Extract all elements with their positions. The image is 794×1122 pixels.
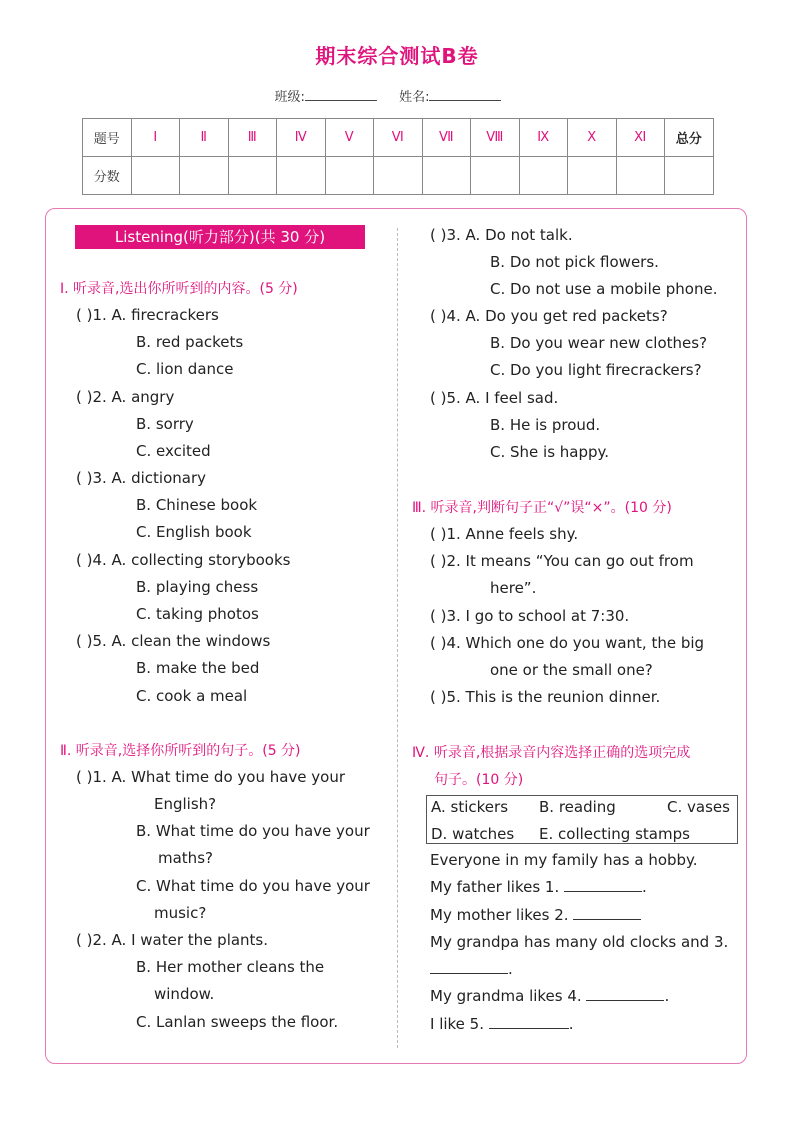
question-line: C. Lanlan sweeps the floor. bbox=[136, 1013, 339, 1031]
score-cell[interactable] bbox=[325, 157, 374, 195]
question-line: ( )1. Anne feels shy. bbox=[430, 525, 579, 543]
fill-in-line: My mother likes 2. bbox=[430, 906, 641, 924]
question-number-cell: Ⅲ bbox=[228, 119, 277, 157]
question-line: C. excited bbox=[136, 442, 211, 460]
question-line: B. Do not pick flowers. bbox=[490, 253, 659, 271]
score-cell[interactable] bbox=[616, 157, 665, 195]
student-info bbox=[0, 86, 794, 105]
question-line: ( )4. A. collecting storybooks bbox=[76, 551, 291, 569]
question-line: ( )3. A. Do not talk. bbox=[430, 226, 573, 244]
score-table-header-row bbox=[83, 119, 714, 157]
question-line: C. What time do you have your bbox=[136, 877, 370, 895]
question-line: C. Do not use a mobile phone. bbox=[490, 280, 718, 298]
question-number-cell: Ⅶ bbox=[422, 119, 471, 157]
question-line: one or the small one? bbox=[490, 661, 653, 679]
question-line: ( )4. A. Do you get red packets? bbox=[430, 307, 668, 325]
question-line: B. playing chess bbox=[136, 578, 259, 596]
answer-blank[interactable] bbox=[573, 906, 641, 920]
question-number-cell: Ⅹ bbox=[568, 119, 617, 157]
question-line: B. Do you wear new clothes? bbox=[490, 334, 708, 352]
section-heading: Ⅲ. 听录音,判断句子正“√”误“×”。(10 分) bbox=[412, 500, 672, 516]
option-b: B. reading bbox=[539, 798, 616, 816]
fill-in-line: My grandpa has many old clocks and 3. bbox=[430, 933, 729, 951]
section-heading: Ⅰ. 听录音,选出你所听到的内容。(5 分) bbox=[60, 281, 298, 297]
question-number-cell: Ⅷ bbox=[471, 119, 520, 157]
option-c: C. vases bbox=[667, 798, 730, 816]
question-line: B. sorry bbox=[136, 415, 194, 433]
name-field[interactable] bbox=[429, 88, 501, 101]
listening-banner: Listening(听力部分)(共 30 分) bbox=[75, 225, 365, 249]
question-line: B. make the bed bbox=[136, 659, 260, 677]
class-field[interactable] bbox=[305, 88, 377, 101]
fill-in-line: My father likes 1. . bbox=[430, 878, 647, 896]
column-divider bbox=[397, 228, 398, 1048]
score-table-score-row bbox=[83, 157, 714, 195]
score-cell[interactable] bbox=[665, 157, 714, 195]
question-line: B. Her mother cleans the bbox=[136, 958, 325, 976]
question-number-label: 题号 bbox=[83, 119, 132, 157]
question-number-cell: Ⅸ bbox=[519, 119, 568, 157]
question-number-cell: Ⅳ bbox=[277, 119, 326, 157]
question-line: ( )2. A. angry bbox=[76, 388, 175, 406]
question-line: window. bbox=[154, 985, 215, 1003]
score-label: 分数 bbox=[83, 157, 132, 195]
score-table bbox=[82, 118, 714, 195]
fill-in-line: I like 5. . bbox=[430, 1015, 574, 1033]
question-line: English? bbox=[154, 795, 217, 813]
question-line: C. taking photos bbox=[136, 605, 259, 623]
question-line: C. English book bbox=[136, 523, 252, 541]
question-line: maths? bbox=[158, 849, 213, 867]
question-line: ( )1. A. What time do you have your bbox=[76, 768, 346, 786]
fill-in-line: . bbox=[430, 960, 513, 978]
question-number-cell: Ⅴ bbox=[325, 119, 374, 157]
question-line: B. red packets bbox=[136, 333, 244, 351]
score-cell[interactable] bbox=[374, 157, 423, 195]
score-cell[interactable] bbox=[180, 157, 229, 195]
class-label: 班级: bbox=[274, 90, 305, 105]
page-title: 期末综合测试B卷 bbox=[315, 44, 479, 68]
question-line: ( )5. A. clean the windows bbox=[76, 632, 271, 650]
fill-in-line: Everyone in my family has a hobby. bbox=[430, 851, 698, 869]
question-line: C. cook a meal bbox=[136, 687, 248, 705]
fill-in-line: My grandma likes 4. . bbox=[430, 987, 670, 1005]
score-cell[interactable] bbox=[422, 157, 471, 195]
question-line: music? bbox=[154, 904, 207, 922]
answer-blank[interactable] bbox=[564, 878, 642, 892]
answer-blank[interactable] bbox=[586, 987, 664, 1001]
question-number-cell: Ⅰ bbox=[131, 119, 180, 157]
option-d: D. watches bbox=[431, 825, 515, 843]
option-e: E. collecting stamps bbox=[539, 825, 690, 843]
question-line: ( )3. I go to school at 7:30. bbox=[430, 607, 630, 625]
question-number-cell: Ⅱ bbox=[180, 119, 229, 157]
question-line: C. Do you light firecrackers? bbox=[490, 361, 702, 379]
question-number-cell: Ⅵ bbox=[374, 119, 423, 157]
question-line: ( )5. A. I feel sad. bbox=[430, 389, 559, 407]
question-line: ( )1. A. firecrackers bbox=[76, 306, 219, 324]
name-label: 姓名: bbox=[399, 90, 430, 105]
total-score-label: 总分 bbox=[665, 119, 714, 157]
question-line: here”. bbox=[490, 579, 537, 597]
question-line: ( )2. A. I water the plants. bbox=[76, 931, 269, 949]
question-line: ( )4. Which one do you want, the big bbox=[430, 634, 705, 652]
section-heading: 句子。(10 分) bbox=[434, 772, 524, 788]
score-cell[interactable] bbox=[277, 157, 326, 195]
option-a: A. stickers bbox=[431, 798, 509, 816]
question-line: ( )3. A. dictionary bbox=[76, 469, 206, 487]
question-line: C. She is happy. bbox=[490, 443, 610, 461]
section-heading: Ⅱ. 听录音,选择你所听到的句子。(5 分) bbox=[60, 743, 301, 759]
score-cell[interactable] bbox=[519, 157, 568, 195]
question-line: C. lion dance bbox=[136, 360, 234, 378]
question-line: B. He is proud. bbox=[490, 416, 601, 434]
section-heading: Ⅳ. 听录音,根据录音内容选择正确的选项完成 bbox=[412, 745, 691, 761]
score-cell[interactable] bbox=[568, 157, 617, 195]
question-line: B. What time do you have your bbox=[136, 822, 370, 840]
answer-blank[interactable] bbox=[489, 1015, 569, 1029]
score-cell[interactable] bbox=[228, 157, 277, 195]
answer-blank[interactable] bbox=[430, 960, 508, 974]
options-box bbox=[426, 795, 738, 844]
question-number-cell: Ⅺ bbox=[616, 119, 665, 157]
score-cell[interactable] bbox=[471, 157, 520, 195]
score-cell[interactable] bbox=[131, 157, 180, 195]
question-line: B. Chinese book bbox=[136, 496, 258, 514]
question-line: ( )2. It means “You can go out from bbox=[430, 552, 694, 570]
question-line: ( )5. This is the reunion dinner. bbox=[430, 688, 661, 706]
